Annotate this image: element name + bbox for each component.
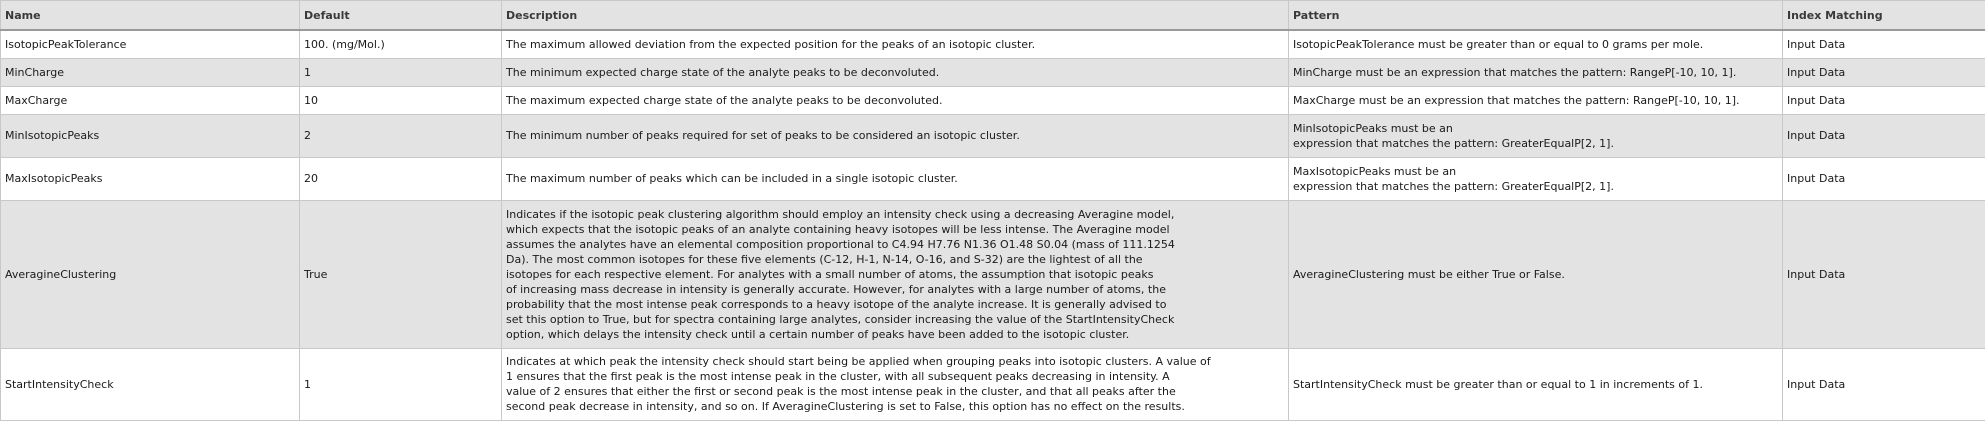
option-pattern: StartIntensityCheck must be greater than or equal to 1 in increments of 1.	[1289, 348, 1783, 420]
header-default: Default	[300, 1, 502, 31]
option-default: True	[300, 200, 502, 348]
option-default: 1	[300, 348, 502, 420]
option-description: Indicates at which peak the intensity check should start being be applied when grouping peaks into isotopic clusters. A value of 1 ensures that the first peak is the most intense peak in the cluster, with all subsequent peaks decreasing in intensity. A value of 2 ensures that either the first or second peak is the most intense peak in the cluster, and that all peaks after the second peak decrease in intensity, and so on. If AveragineClustering is set to False, this option has no effect on the results.	[502, 348, 1289, 420]
option-name: MaxCharge	[1, 86, 300, 114]
option-index-matching: Input Data	[1783, 200, 1985, 348]
option-name: MaxIsotopicPeaks	[1, 157, 300, 200]
table-row	[1, 86, 1985, 114]
header-pattern: Pattern	[1289, 1, 1783, 31]
option-name: StartIntensityCheck	[1, 348, 300, 420]
option-default: 20	[300, 157, 502, 200]
option-default: 2	[300, 114, 502, 157]
table-row	[1, 114, 1985, 157]
option-description: The maximum number of peaks which can be included in a single isotopic cluster.	[502, 157, 1289, 200]
option-default: 10	[300, 86, 502, 114]
option-name: MinIsotopicPeaks	[1, 114, 300, 157]
table-row	[1, 200, 1985, 348]
header-name: Name	[1, 1, 300, 31]
header-index-matching: Index Matching	[1783, 1, 1985, 31]
option-pattern: MaxCharge must be an expression that matches the pattern: RangeP[-10, 10, 1].	[1289, 86, 1783, 114]
option-description: The maximum expected charge state of the analyte peaks to be deconvoluted.	[502, 86, 1289, 114]
option-pattern: MaxIsotopicPeaks must be an expression that matches the pattern: GreaterEqualP[2, 1].	[1289, 157, 1783, 200]
option-index-matching: Input Data	[1783, 348, 1985, 420]
table-row	[1, 58, 1985, 86]
option-pattern: MinCharge must be an expression that matches the pattern: RangeP[-10, 10, 1].	[1289, 58, 1783, 86]
option-pattern: IsotopicPeakTolerance must be greater than or equal to 0 grams per mole.	[1289, 30, 1783, 58]
table-row	[1, 348, 1985, 420]
option-index-matching: Input Data	[1783, 114, 1985, 157]
option-index-matching: Input Data	[1783, 30, 1985, 58]
option-name: AveragineClustering	[1, 200, 300, 348]
option-index-matching: Input Data	[1783, 157, 1985, 200]
option-index-matching: Input Data	[1783, 58, 1985, 86]
option-description: The minimum number of peaks required for set of peaks to be considered an isotopic cluster.	[502, 114, 1289, 157]
option-description: Indicates if the isotopic peak clustering algorithm should employ an intensity check using a decreasing Averagine model, which expects that the isotopic peaks of an analyte containing heavy isotopes will be less intense. The Averagine model assumes the analytes have an elemental composition proportional to C4.94 H7.76 N1.36 O1.48 S0.04 (mass of 111.1254 Da). The most common isotopes for these five elements (C-12, H-1, N-14, O-16, and S-32) are the lightest of all the isotopes for each respective element. For analytes with a small number of atoms, the assumption that isotopic peaks of increasing mass decrease in intensity is generally accurate. However, for analytes with a large number of atoms, the probability that the most intense peak corresponds to a heavy isotope of the analyte increase. It is generally advised to set this option to True, but for spectra containing large analytes, consider increasing the value of the StartIntensityCheck option, which delays the intensity check until a certain number of peaks have been added to the isotopic cluster.	[502, 200, 1289, 348]
header-description: Description	[502, 1, 1289, 31]
option-default: 100. (mg/Mol.)	[300, 30, 502, 58]
table-row	[1, 157, 1985, 200]
option-pattern: MinIsotopicPeaks must be an expression that matches the pattern: GreaterEqualP[2, 1].	[1289, 114, 1783, 157]
header-row	[1, 1, 1985, 31]
option-default: 1	[300, 58, 502, 86]
option-name: IsotopicPeakTolerance	[1, 30, 300, 58]
option-pattern: AveragineClustering must be either True or False.	[1289, 200, 1783, 348]
option-description: The minimum expected charge state of the analyte peaks to be deconvoluted.	[502, 58, 1289, 86]
table-row	[1, 30, 1985, 58]
option-description: The maximum allowed deviation from the expected position for the peaks of an isotopic cluster.	[502, 30, 1289, 58]
option-name: MinCharge	[1, 58, 300, 86]
option-index-matching: Input Data	[1783, 86, 1985, 114]
